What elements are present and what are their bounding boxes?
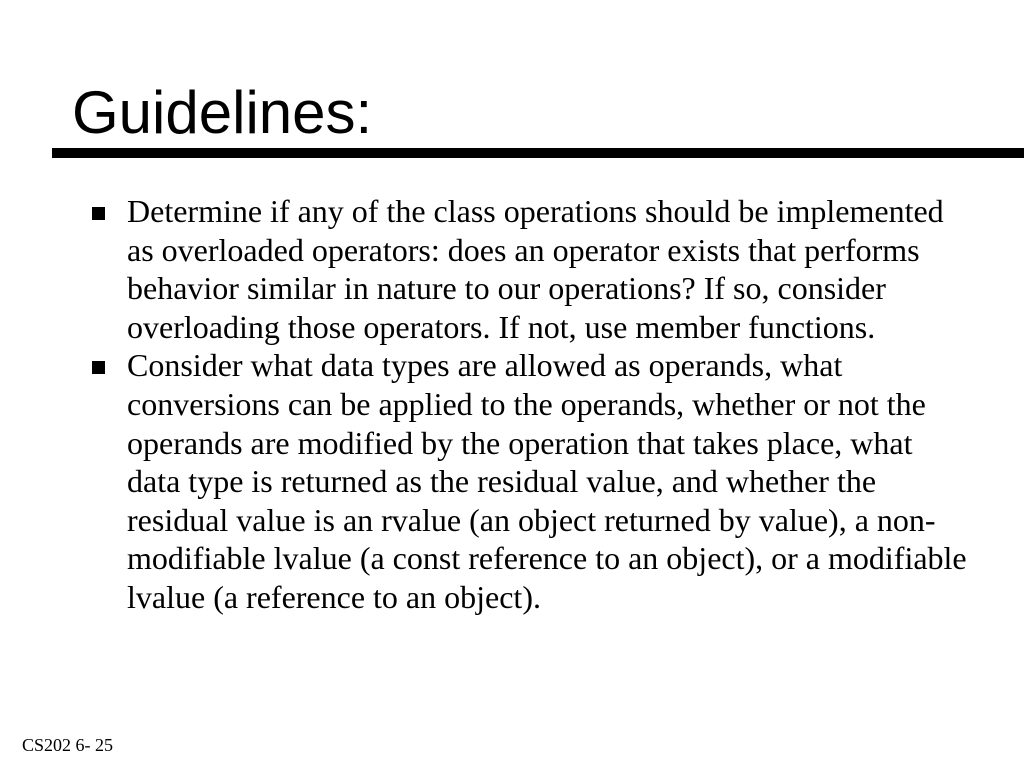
bullet-item-2 <box>90 346 970 616</box>
bullet-text-1: Determine if any of the class operations should be implemented as overloaded operators: does an operator exists that performs behavior similar in nature to our operations? If so, consider overloading those operators. If not, use member functions. <box>127 193 944 345</box>
title-underline <box>52 148 1024 158</box>
slide-footer: CS202 6- 25 <box>22 735 114 755</box>
bullet-item-1 <box>90 192 970 346</box>
square-bullet-icon <box>92 207 105 220</box>
bullet-list <box>90 192 970 617</box>
square-bullet-icon <box>92 361 105 374</box>
bullet-text-2: Consider what data types are allowed as operands, what conversions can be applied to the operands, whether or not the operands are modified by the operation that takes place, what data type is returned as the residual value, and whether the residual value is an rvalue (an object returned by value), a non-modifiable lvalue (a const reference to an object), or a modifiable lvalue (a reference to an object). <box>127 347 967 615</box>
slide-title: Guidelines: <box>72 79 373 146</box>
